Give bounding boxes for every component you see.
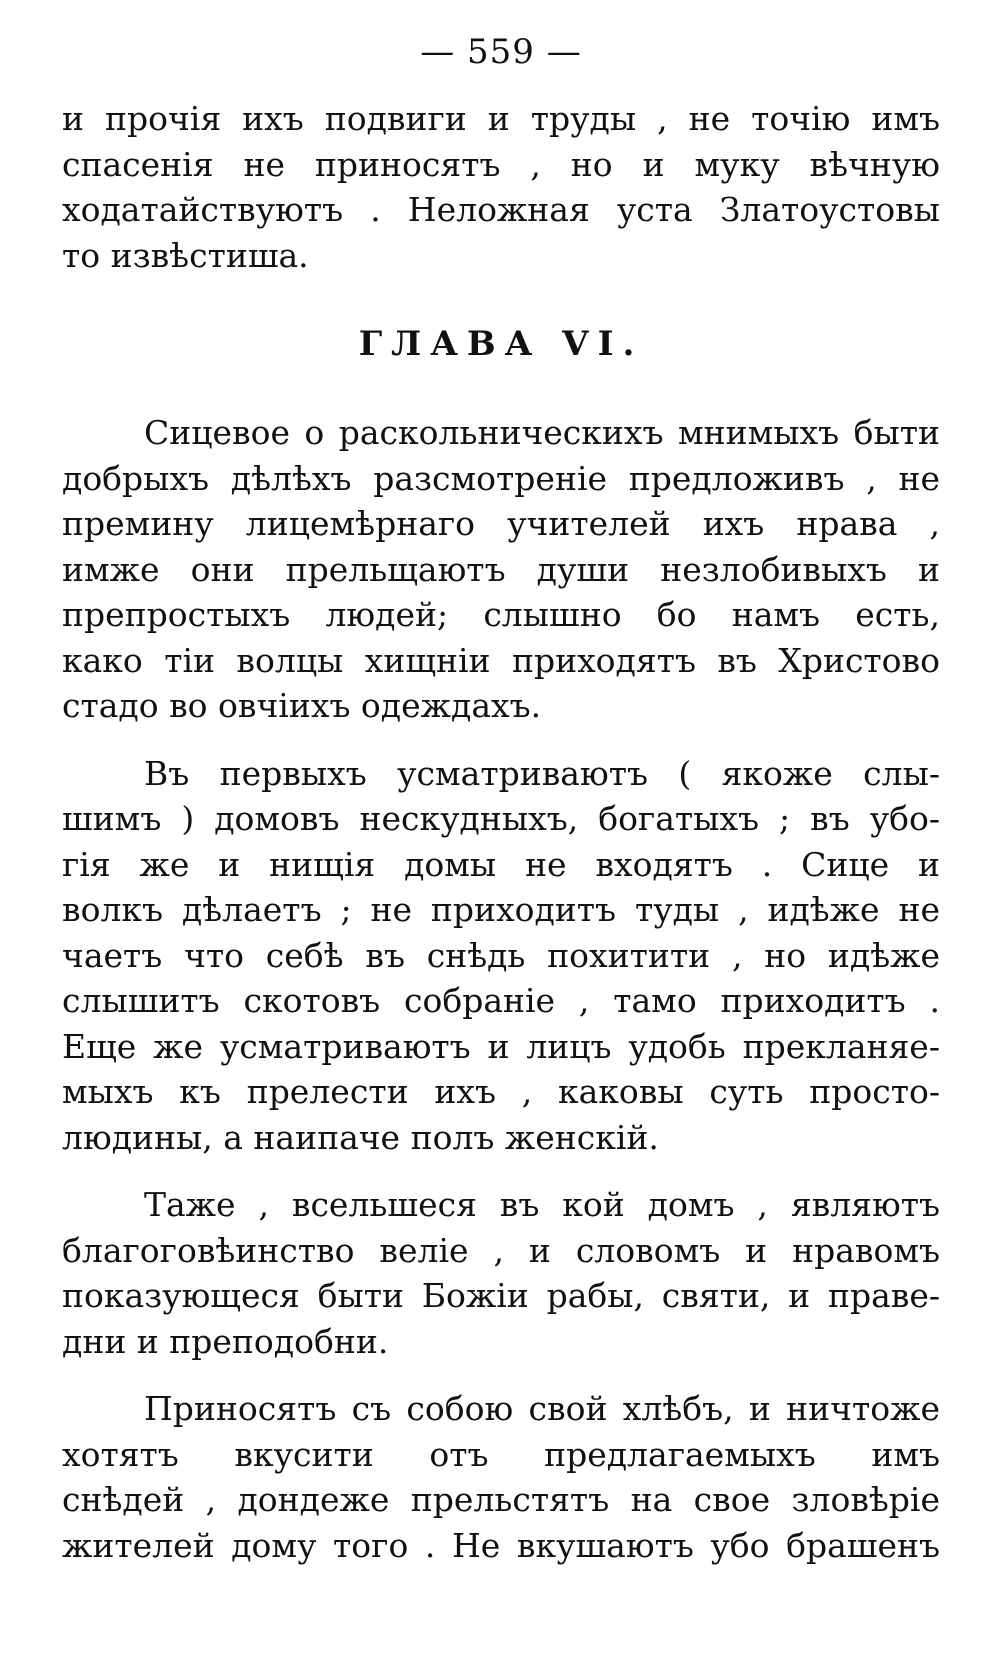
text-line: Таже , всельшеся въ кой домъ , являютъ: [144, 1185, 940, 1224]
text-line: стадо во овчіихъ одеждахъ.: [62, 686, 542, 725]
text-line: имже они прельщаютъ души незлобивыхъ и: [62, 549, 940, 589]
text-line: благоговѣинство веліе , и словомъ и нравомъ: [62, 1230, 940, 1270]
text-line: премину лицемѣрнаго учителей ихъ нрава ,: [62, 504, 940, 543]
text-line: жителей дому того . Не вкушаютъ убо брашенъ: [62, 1525, 940, 1565]
paragraph-3: [62, 1182, 940, 1364]
text-line: то извѣстиша.: [62, 235, 309, 275]
text-line: чаетъ что себѣ въ снѣдь похитити , но идѣже: [62, 935, 940, 975]
paragraph-gap: [62, 729, 940, 751]
paragraph-1: [62, 410, 940, 729]
text-line: спасенія не приносятъ , но и муку вѣчную: [62, 144, 940, 184]
text-line: снѣдей , дондеже прельстятъ на свое зловѣріе: [62, 1480, 940, 1519]
text-line: людины, а наипаче полъ женскій.: [62, 1117, 659, 1157]
chapter-heading: ГЛАВА VI.: [358, 324, 644, 364]
text-line: Сицевое о раскольническихъ мнимыхъ быти: [144, 413, 940, 452]
text-line: гія же и нищія домы не входятъ . Сице и: [62, 844, 940, 884]
text-line: како тіи волцы хищніи приходятъ въ Христово: [62, 640, 940, 680]
text-line: хотятъ вкусити отъ предлагаемыхъ имъ: [62, 1434, 940, 1474]
text-line: слышитъ скотовъ собраніе , тамо приходитъ .: [62, 981, 940, 1020]
paragraph-gap: [62, 1160, 940, 1182]
text-line: дни и преподобни.: [62, 1321, 389, 1361]
paragraph-gap: [62, 1364, 940, 1386]
intro-paragraph: [62, 96, 940, 278]
text-line: шимъ ) домовъ нескудныхъ, богатыхъ ; въ убо-: [62, 799, 940, 838]
text-line: и прочія ихъ подвиги и труды , не точію имъ: [62, 99, 940, 138]
text-line: добрыхъ дѣлѣхъ разсмотреніе предложивъ , не: [62, 458, 940, 498]
paragraph-4: [62, 1386, 940, 1568]
text-line: мыхъ къ прелести ихъ , каковы суть просто-: [62, 1072, 940, 1111]
book-page: [62, 30, 940, 1568]
text-line: показующеся быти Божіи рабы, святи, и праве-: [62, 1276, 940, 1315]
text-line: Еще же усматриваютъ и лицъ удобь прекланяе-: [62, 1026, 940, 1066]
page-number: — 559 —: [420, 32, 582, 72]
text-line: Въ первыхъ усматриваютъ ( якоже слы-: [144, 753, 940, 793]
text-line: Приносятъ съ собою свой хлѣбъ, и ничтоже: [144, 1389, 940, 1428]
paragraph-2: [62, 751, 940, 1161]
text-line: ходатайствуютъ . Неложная уста Златоустовы: [62, 190, 940, 229]
text-line: волкъ дѣлаетъ ; не приходитъ туды , идѣже не: [62, 890, 940, 929]
text-line: препростыхъ людей; слышно бо намъ есть,: [62, 595, 940, 634]
